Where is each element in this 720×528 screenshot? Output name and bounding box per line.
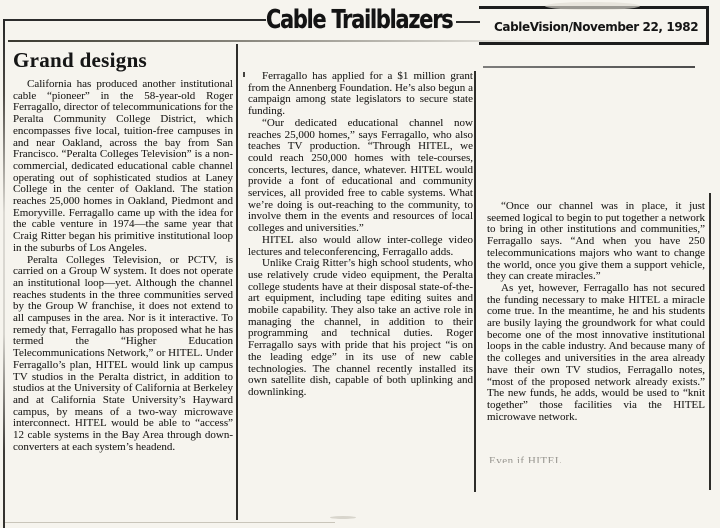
column-1 (13, 49, 233, 454)
masthead-title: Cable Trailblazers (266, 5, 453, 35)
paragraph: HITEL also would allow inter-college video lectures and teleconferencing, Ferragallo adds. (248, 233, 473, 258)
masthead-rule-right (456, 21, 480, 23)
masthead-rule-left (3, 19, 266, 21)
page-border-left (3, 19, 5, 528)
column-divider-2 (474, 71, 476, 492)
column-2 (248, 71, 473, 399)
paragraph: As yet, however, Ferragallo has not secured the funding necessary to make HITEL a miracle come true. In the meantime, he and his students are busily laying the groundwork for what could become one of the most innovative institutional loops in the cable industry. And because many of the colleges and universities in the area already have their own TV studios, Ferragallo notes, “most of the proposed network already exists.” The new funds, he adds, would be used to “knit together” those facilities via the HITEL microwave network. (487, 281, 705, 423)
scan-dot (243, 72, 245, 77)
paragraph: “Once our channel was in place, it just seemed logical to begin to put together a network to bring in other institutions and communities,” Ferragallo says. “And when you have 250 telecommunications majors who want to change the world, once you give them a support vehicle, they can create miracles.” (487, 200, 705, 283)
article-top-border (8, 40, 560, 42)
paragraph: California has produced another institutional cable “pioneer” in the 58-year-old Roger Ferragallo, director of telecommunications for the Peralta Community College District, which encompasses five local, tuition-free campuses in and near Oakland, across the bay from San Francisco. “Peralta Colleges Television” is a non-commercial, dedicated educational cable channel operating out of sophisticated studios at Laney College in the center of Oakland. The station reaches 25,000 homes in Oakland, Piedmont and Emoryville. Ferragallo came up with the idea for the cable venture in 1974—the same year that Craig Ritter began his primitive institutional loop in the suburbs of Los Angeles. (13, 78, 233, 254)
column-3 (487, 201, 705, 423)
paragraph: Peralta Colleges Television, or PCTV, is carried on a Group W system. It does not operate an institutional loop—yet. Although the channel reaches students in the three communities served by the Group W franchise, it does not extend to all campuses in the area. Nor is it interactive. To remedy that, Ferragallo has proposed what he has termed the “Higher Education Telecommunications Network,” or HITEL. Under Ferragallo’s plan, HITEL would link up campus TV studios in the Peralta district, in addition to studios at the University of California at Berkeley and at California State University’s Hayward campus, by means of a two-way microwave interconnect. HITEL would be able to “access” 12 cable systems in the Bay Area through down-converters at each system’s headend. (13, 253, 233, 453)
paragraph: Unlike Craig Ritter’s high school students, who use relatively crude video equipment, the Peralta college students have at their disposal state-of-the-art equipment, including tape editing suites and mobile capability. They also take an active role in managing the channel, in addition to their programming and technical duties. Roger Ferragallo says with pride that his project “is on the leading edge” in its use of new cable technologies. The channel recently installed its own satellite dish, capable of both uplinking and downlinking. (248, 257, 473, 398)
column-3-right-border (709, 193, 711, 490)
cutoff-text-line: Even if HITEL (489, 456, 563, 463)
column-3-top-border (483, 66, 695, 68)
scan-smudge (330, 516, 356, 519)
scan-smudge (545, 2, 640, 10)
paragraph: Ferragallo has applied for a $1 million grant from the Annenberg Foundation. He’s also begun a campaign among state legislators to secure state funding. (248, 70, 473, 118)
bottom-scan-line (5, 522, 335, 523)
article-headline: Grand designs (13, 48, 148, 72)
column-divider-1 (236, 44, 238, 520)
paragraph: “Our dedicated educational channel now reaches 25,000 homes,” says Ferragallo, who also teaches TV production. “Through HITEL, we could reach 250,000 homes with tele-courses, concerts, lectures, dance, whatever. HITEL would provide a font of educational and community services, all provided free to cable systems. What we’re doing is out-reaching to the community, to involve them in the events and resources of local colleges and universities.” (248, 116, 473, 235)
issue-date-text: CableVision/November 22, 1982 (494, 20, 699, 34)
